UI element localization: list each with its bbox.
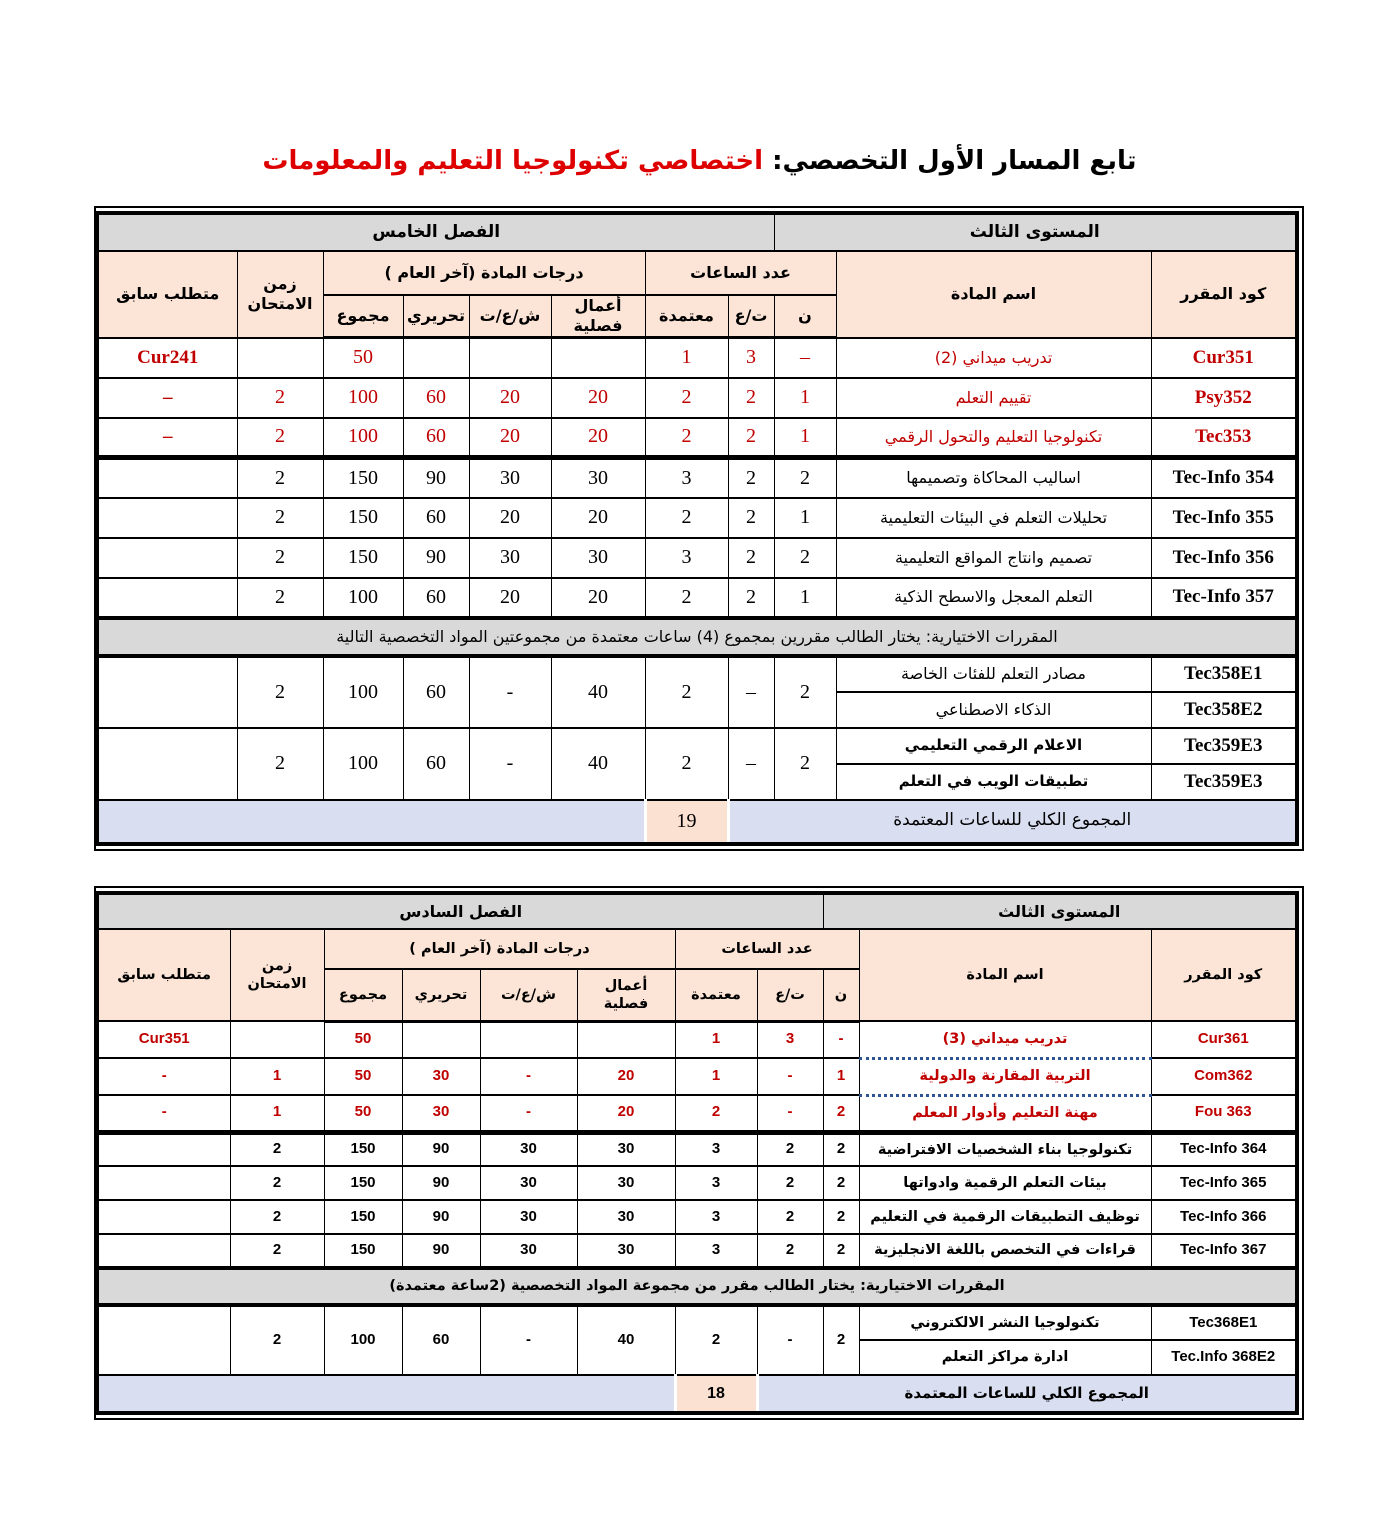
header-course-name: اسم المادة xyxy=(836,251,1151,338)
exam-time-cell: 2 xyxy=(230,1234,324,1268)
course-name-cell: تكنولوجيا التعليم والتحول الرقمي xyxy=(836,418,1151,458)
header-theory-hours: ن xyxy=(774,295,836,338)
prerequisite-cell xyxy=(97,1305,230,1375)
coursework-marks-cell: 20 xyxy=(577,1095,675,1132)
course-code-cell: Fou 363 xyxy=(1151,1095,1297,1132)
course-code-cell: Cur351 xyxy=(1151,338,1297,378)
header-hours-group: عدد الساعات xyxy=(645,251,836,295)
credit-hours-cell: 2 xyxy=(645,578,728,618)
course-code-cell: Tec359E3 xyxy=(1151,728,1297,764)
written-marks-cell: 90 xyxy=(402,1166,480,1200)
total-row-filler xyxy=(97,1375,675,1413)
level-semester-row xyxy=(97,893,1297,929)
exam-time-cell: 2 xyxy=(237,656,323,728)
written-marks-cell: 90 xyxy=(402,1234,480,1268)
header-hours-group: عدد الساعات xyxy=(675,929,859,969)
credit-hours-cell: 2 xyxy=(645,656,728,728)
credit-hours-cell: 2 xyxy=(645,418,728,458)
elective-course-row xyxy=(97,728,1297,764)
course-name-cell: تصميم وانتاج المواقع التعليمية xyxy=(836,538,1151,578)
total-label: المجموع الكلي للساعات المعتمدة xyxy=(728,800,1297,844)
header-prerequisite: متطلب سابق xyxy=(97,929,230,1021)
course-row xyxy=(97,1200,1297,1234)
prerequisite-cell: Cur241 xyxy=(97,338,237,378)
coursework-marks-cell: 20 xyxy=(551,498,645,538)
elective-note-row xyxy=(97,1268,1297,1305)
header-course-code: كود المقرر xyxy=(1151,929,1297,1021)
total-marks-cell: 50 xyxy=(324,1095,402,1132)
course-name-cell: تقييم التعلم xyxy=(836,378,1151,418)
course-row xyxy=(97,338,1297,378)
coursework-marks-cell: 20 xyxy=(551,578,645,618)
course-code-cell: Tec-Info 355 xyxy=(1151,498,1297,538)
course-row xyxy=(97,458,1297,498)
header-coursework-marks: أعمال فصلية xyxy=(577,969,675,1021)
course-row xyxy=(97,418,1297,458)
coursework-marks-cell: 20 xyxy=(577,1058,675,1095)
practical-hours-cell: - xyxy=(757,1095,823,1132)
theory-hours-cell: 2 xyxy=(823,1095,859,1132)
credit-hours-cell: 2 xyxy=(675,1095,757,1132)
theory-hours-cell: 2 xyxy=(774,656,836,728)
theory-hours-cell: 2 xyxy=(774,538,836,578)
coursework-marks-cell: 30 xyxy=(577,1200,675,1234)
header-written-marks: تحريري xyxy=(403,295,469,338)
credit-hours-cell: 2 xyxy=(645,728,728,800)
practical-hours-cell: - xyxy=(757,1058,823,1095)
oral-practical-marks-cell: 30 xyxy=(480,1132,577,1166)
theory-hours-cell: 2 xyxy=(823,1132,859,1166)
prerequisite-cell xyxy=(97,578,237,618)
total-marks-cell: 100 xyxy=(323,728,403,800)
exam-time-cell: 1 xyxy=(230,1095,324,1132)
prerequisite-cell: – xyxy=(97,378,237,418)
oral-practical-marks-cell: - xyxy=(480,1305,577,1375)
header-marks-group: درجات المادة (آخر العام ) xyxy=(323,251,645,295)
practical-hours-cell: 2 xyxy=(728,418,774,458)
written-marks-cell xyxy=(402,1021,480,1058)
exam-time-cell: 2 xyxy=(230,1132,324,1166)
total-marks-cell: 100 xyxy=(323,418,403,458)
elective-note-row xyxy=(97,618,1297,656)
header-theory-hours: ن xyxy=(823,969,859,1021)
theory-hours-cell: 1 xyxy=(823,1058,859,1095)
elective-course-row xyxy=(97,656,1297,692)
written-marks-cell: 60 xyxy=(403,656,469,728)
practical-hours-cell: 2 xyxy=(728,378,774,418)
theory-hours-cell: - xyxy=(823,1021,859,1058)
coursework-marks-cell: 40 xyxy=(577,1305,675,1375)
oral-practical-marks-cell: 30 xyxy=(480,1200,577,1234)
course-name-cell: تدريب ميداني (2) xyxy=(836,338,1151,378)
oral-practical-marks-cell: - xyxy=(469,728,551,800)
practical-hours-cell: – xyxy=(728,728,774,800)
coursework-marks-cell xyxy=(577,1021,675,1058)
written-marks-cell: 60 xyxy=(403,418,469,458)
exam-time-cell: 2 xyxy=(237,578,323,618)
prerequisite-cell xyxy=(97,1132,230,1166)
elective-course-row xyxy=(97,1305,1297,1340)
exam-time-cell: 2 xyxy=(230,1200,324,1234)
level-cell: المستوى الثالث xyxy=(774,213,1297,251)
course-row xyxy=(97,538,1297,578)
exam-time-cell: 2 xyxy=(237,498,323,538)
header-row-groups xyxy=(97,929,1297,969)
course-name-cell: الاعلام الرقمي التعليمي xyxy=(836,728,1151,764)
header-row-groups xyxy=(97,251,1297,295)
theory-hours-cell: 1 xyxy=(774,498,836,538)
total-label: المجموع الكلي للساعات المعتمدة xyxy=(757,1375,1297,1413)
oral-practical-marks-cell: 30 xyxy=(480,1234,577,1268)
written-marks-cell: 90 xyxy=(402,1200,480,1234)
credit-hours-cell: 2 xyxy=(645,378,728,418)
prerequisite-cell: - xyxy=(97,1095,230,1132)
theory-hours-cell: 2 xyxy=(774,728,836,800)
practical-hours-cell: 2 xyxy=(728,458,774,498)
course-name-cell: تكنولوجيا بناء الشخصيات الافتراضية xyxy=(859,1132,1151,1166)
course-code-cell: Tec.Info 368E2 xyxy=(1151,1340,1297,1375)
level-semester-row xyxy=(97,213,1297,251)
course-code-cell: Tec368E1 xyxy=(1151,1305,1297,1340)
total-marks-cell: 150 xyxy=(323,498,403,538)
oral-practical-marks-cell: 30 xyxy=(480,1166,577,1200)
oral-practical-marks-cell: 20 xyxy=(469,498,551,538)
course-name-cell: تحليلات التعلم في البيئات التعليمية xyxy=(836,498,1151,538)
credit-hours-cell: 3 xyxy=(675,1234,757,1268)
exam-time-cell xyxy=(230,1021,324,1058)
coursework-marks-cell: 40 xyxy=(551,656,645,728)
credit-hours-cell: 3 xyxy=(645,458,728,498)
course-code-cell: Cur361 xyxy=(1151,1021,1297,1058)
semester5-course-table xyxy=(95,211,1299,846)
written-marks-cell: 30 xyxy=(402,1095,480,1132)
total-marks-cell: 150 xyxy=(323,538,403,578)
header-total-marks: مجموع xyxy=(324,969,402,1021)
oral-practical-marks-cell: - xyxy=(480,1095,577,1132)
course-row xyxy=(97,378,1297,418)
practical-hours-cell: 2 xyxy=(757,1234,823,1268)
theory-hours-cell: 2 xyxy=(823,1166,859,1200)
semester-cell: الفصل الخامس xyxy=(97,213,774,251)
credit-hours-cell: 1 xyxy=(645,338,728,378)
written-marks-cell: 30 xyxy=(402,1058,480,1095)
exam-time-cell: 2 xyxy=(237,458,323,498)
elective-note: المقررات الاختيارية: يختار الطالب مقرر من مجموعة المواد التخصصية (2ساعة معتمدة) xyxy=(97,1268,1297,1305)
semester5-table-frame xyxy=(94,206,1304,851)
course-code-cell: Tec358E2 xyxy=(1151,692,1297,728)
course-row xyxy=(97,1132,1297,1166)
course-name-cell: قراءات في التخصص باللغة الانجليزية xyxy=(859,1234,1151,1268)
course-name-cell: تدريب ميداني (3) xyxy=(859,1021,1151,1058)
written-marks-cell: 60 xyxy=(403,498,469,538)
total-marks-cell: 150 xyxy=(323,458,403,498)
course-row xyxy=(97,1234,1297,1268)
course-code-cell: Com362 xyxy=(1151,1058,1297,1095)
total-marks-cell: 100 xyxy=(323,578,403,618)
total-marks-cell: 100 xyxy=(323,656,403,728)
exam-time-cell: 1 xyxy=(230,1058,324,1095)
oral-practical-marks-cell: 20 xyxy=(469,578,551,618)
course-name-cell: ادارة مراكز التعلم xyxy=(859,1340,1151,1375)
exam-time-cell: 2 xyxy=(237,378,323,418)
coursework-marks-cell: 30 xyxy=(551,538,645,578)
practical-hours-cell: – xyxy=(728,656,774,728)
exam-time-cell: 2 xyxy=(237,538,323,578)
prerequisite-cell xyxy=(97,656,237,728)
credit-hours-cell: 3 xyxy=(675,1132,757,1166)
course-code-cell: Tec-Info 367 xyxy=(1151,1234,1297,1268)
practical-hours-cell: 3 xyxy=(757,1021,823,1058)
course-code-cell: Tec353 xyxy=(1151,418,1297,458)
course-name-cell: بيئات التعلم الرقمية وادواتها xyxy=(859,1166,1151,1200)
header-prerequisite: متطلب سابق xyxy=(97,251,237,338)
practical-hours-cell: 2 xyxy=(728,498,774,538)
oral-practical-marks-cell: - xyxy=(469,656,551,728)
prerequisite-cell: - xyxy=(97,1058,230,1095)
prerequisite-cell: – xyxy=(97,418,237,458)
prerequisite-cell xyxy=(97,458,237,498)
course-code-cell: Tec358E1 xyxy=(1151,656,1297,692)
total-marks-cell: 150 xyxy=(324,1234,402,1268)
semester6-table-frame xyxy=(94,886,1304,1420)
oral-practical-marks-cell: 20 xyxy=(469,378,551,418)
course-name-cell: مصادر التعلم للفئات الخاصة xyxy=(836,656,1151,692)
exam-time-cell: 2 xyxy=(237,728,323,800)
oral-practical-marks-cell: 20 xyxy=(469,418,551,458)
oral-practical-marks-cell xyxy=(480,1021,577,1058)
oral-practical-marks-cell: 30 xyxy=(469,538,551,578)
practical-hours-cell: 2 xyxy=(757,1166,823,1200)
written-marks-cell: 60 xyxy=(402,1305,480,1375)
coursework-marks-cell: 40 xyxy=(551,728,645,800)
theory-hours-cell: 1 xyxy=(774,418,836,458)
written-marks-cell: 60 xyxy=(403,378,469,418)
header-oral-practical-marks: ش/ع/ت xyxy=(469,295,551,338)
total-credit-hours-value: 19 xyxy=(645,800,728,844)
exam-time-cell: 2 xyxy=(230,1305,324,1375)
total-marks-cell: 150 xyxy=(324,1200,402,1234)
total-marks-cell: 50 xyxy=(324,1021,402,1058)
practical-hours-cell: 2 xyxy=(728,538,774,578)
total-row-filler xyxy=(97,800,645,844)
prerequisite-cell xyxy=(97,1200,230,1234)
prerequisite-cell xyxy=(97,728,237,800)
credit-hours-cell: 1 xyxy=(675,1021,757,1058)
course-row xyxy=(97,498,1297,538)
exam-time-cell: 2 xyxy=(230,1166,324,1200)
course-name-cell: مهنة التعليم وأدوار المعلم xyxy=(859,1095,1151,1132)
title-prefix: تابع المسار الأول التخصصي: xyxy=(763,146,1137,176)
credit-hours-cell: 2 xyxy=(645,498,728,538)
coursework-marks-cell: 20 xyxy=(551,418,645,458)
course-name-cell: توظيف التطبيقات الرقمية في التعليم xyxy=(859,1200,1151,1234)
course-row xyxy=(97,578,1297,618)
course-name-cell: تكنولوجيا النشر الالكتروني xyxy=(859,1305,1151,1340)
course-name-cell: الذكاء الاصطناعي xyxy=(836,692,1151,728)
written-marks-cell: 60 xyxy=(403,728,469,800)
course-name-cell: التربية المقارنة والدولية xyxy=(859,1058,1151,1095)
credit-hours-cell: 3 xyxy=(645,538,728,578)
practical-hours-cell: 2 xyxy=(757,1200,823,1234)
elective-note: المقررات الاختيارية: يختار الطالب مقررين بمجموع (4) ساعات معتمدة من مجموعتين المواد التخصصية التالية xyxy=(97,618,1297,656)
course-name-cell: التعلم المعجل والاسطح الذكية xyxy=(836,578,1151,618)
total-row xyxy=(97,1375,1297,1413)
course-code-cell: Tec-Info 354 xyxy=(1151,458,1297,498)
practical-hours-cell: 3 xyxy=(728,338,774,378)
total-credit-hours-value: 18 xyxy=(675,1375,757,1413)
header-course-code: كود المقرر xyxy=(1151,251,1297,338)
written-marks-cell: 90 xyxy=(403,458,469,498)
course-name-cell: اساليب المحاكاة وتصميمها xyxy=(836,458,1151,498)
total-marks-cell: 150 xyxy=(324,1166,402,1200)
credit-hours-cell: 3 xyxy=(675,1166,757,1200)
coursework-marks-cell: 30 xyxy=(577,1234,675,1268)
course-code-cell: Psy352 xyxy=(1151,378,1297,418)
coursework-marks-cell: 30 xyxy=(577,1132,675,1166)
course-row xyxy=(97,1021,1297,1058)
header-exam-time: زمن الامتحان xyxy=(237,251,323,338)
header-total-marks: مجموع xyxy=(323,295,403,338)
coursework-marks-cell xyxy=(551,338,645,378)
credit-hours-cell: 3 xyxy=(675,1200,757,1234)
course-code-cell: Tec-Info 365 xyxy=(1151,1166,1297,1200)
course-code-cell: Tec359E3 xyxy=(1151,764,1297,800)
total-marks-cell: 150 xyxy=(324,1132,402,1166)
prerequisite-cell xyxy=(97,538,237,578)
course-row xyxy=(97,1058,1297,1095)
title-highlight: اختصاصي تكنولوجيا التعليم والمعلومات xyxy=(262,146,764,176)
theory-hours-cell: 2 xyxy=(774,458,836,498)
course-code-cell: Tec-Info 366 xyxy=(1151,1200,1297,1234)
written-marks-cell: 90 xyxy=(402,1132,480,1166)
header-credit-hours: معتمدة xyxy=(675,969,757,1021)
header-practical-hours: ت/ع xyxy=(757,969,823,1021)
semester6-course-table xyxy=(95,891,1299,1415)
header-written-marks: تحريري xyxy=(402,969,480,1021)
theory-hours-cell: 2 xyxy=(823,1200,859,1234)
header-practical-hours: ت/ع xyxy=(728,295,774,338)
total-marks-cell: 100 xyxy=(323,378,403,418)
semester-cell: الفصل السادس xyxy=(97,893,823,929)
credit-hours-cell: 1 xyxy=(675,1058,757,1095)
header-coursework-marks: أعمال فصلية xyxy=(551,295,645,338)
coursework-marks-cell: 20 xyxy=(551,378,645,418)
total-marks-cell: 100 xyxy=(324,1305,402,1375)
page-title xyxy=(0,146,1399,176)
coursework-marks-cell: 30 xyxy=(577,1166,675,1200)
course-code-cell: Tec-Info 356 xyxy=(1151,538,1297,578)
practical-hours-cell: - xyxy=(757,1305,823,1375)
oral-practical-marks-cell: - xyxy=(480,1058,577,1095)
theory-hours-cell: 1 xyxy=(774,378,836,418)
oral-practical-marks-cell xyxy=(469,338,551,378)
prerequisite-cell xyxy=(97,1234,230,1268)
header-marks-group: درجات المادة (آخر العام ) xyxy=(324,929,675,969)
total-marks-cell: 50 xyxy=(323,338,403,378)
prerequisite-cell xyxy=(97,498,237,538)
course-code-cell: Tec-Info 357 xyxy=(1151,578,1297,618)
course-code-cell: Tec-Info 364 xyxy=(1151,1132,1297,1166)
exam-time-cell xyxy=(237,338,323,378)
level-cell: المستوى الثالث xyxy=(823,893,1297,929)
course-name-cell: تطبيقات الويب في التعلم xyxy=(836,764,1151,800)
header-course-name: اسم المادة xyxy=(859,929,1151,1021)
coursework-marks-cell: 30 xyxy=(551,458,645,498)
practical-hours-cell: 2 xyxy=(728,578,774,618)
total-row xyxy=(97,800,1297,844)
theory-hours-cell: 2 xyxy=(823,1234,859,1268)
practical-hours-cell: 2 xyxy=(757,1132,823,1166)
theory-hours-cell: 2 xyxy=(823,1305,859,1375)
theory-hours-cell: – xyxy=(774,338,836,378)
written-marks-cell: 90 xyxy=(403,538,469,578)
total-marks-cell: 50 xyxy=(324,1058,402,1095)
written-marks-cell xyxy=(403,338,469,378)
header-credit-hours: معتمدة xyxy=(645,295,728,338)
credit-hours-cell: 2 xyxy=(675,1305,757,1375)
course-row xyxy=(97,1166,1297,1200)
oral-practical-marks-cell: 30 xyxy=(469,458,551,498)
written-marks-cell: 60 xyxy=(403,578,469,618)
header-oral-practical-marks: ش/ع/ت xyxy=(480,969,577,1021)
header-exam-time: زمن الامتحان xyxy=(230,929,324,1021)
theory-hours-cell: 1 xyxy=(774,578,836,618)
prerequisite-cell xyxy=(97,1166,230,1200)
prerequisite-cell: Cur351 xyxy=(97,1021,230,1058)
course-row xyxy=(97,1095,1297,1132)
exam-time-cell: 2 xyxy=(237,418,323,458)
